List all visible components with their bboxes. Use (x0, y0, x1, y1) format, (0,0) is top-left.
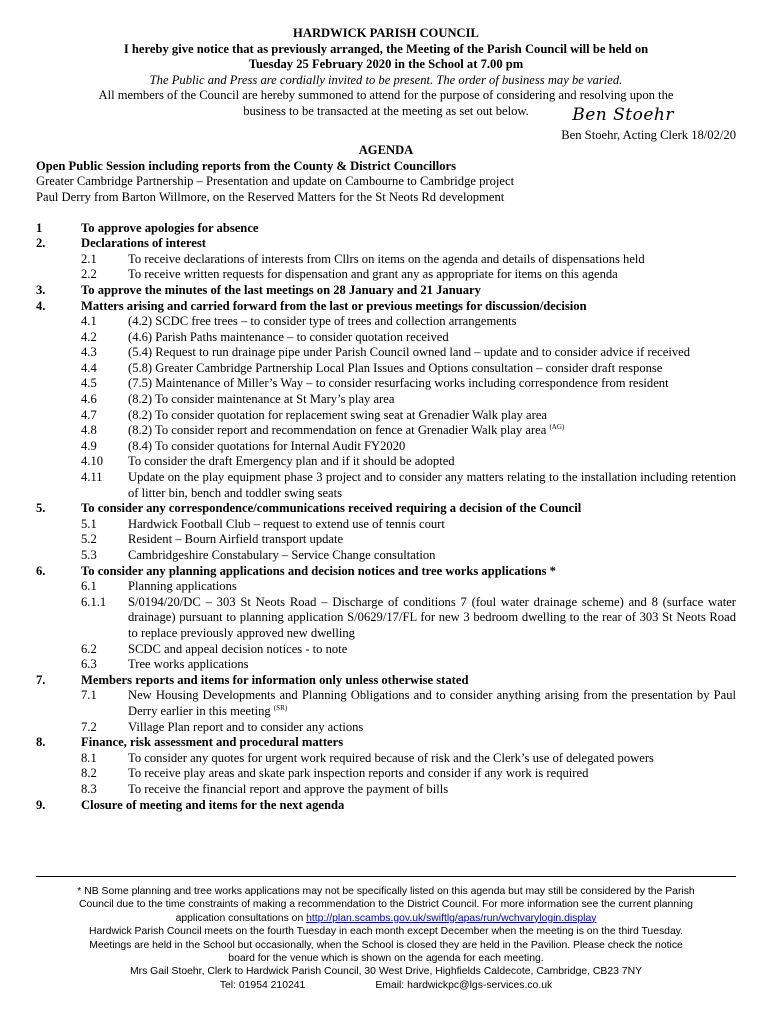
agenda-subitem-text-wrap (128, 252, 736, 268)
agenda-item-title: Members reports and items for information only unless otherwise stated (81, 672, 469, 687)
agenda-subitem-text-wrap (128, 517, 736, 533)
footer-address: Mrs Gail Stoehr, Clerk to Hardwick Parish Council, 30 West Drive, Highfields Caldecote, Cambridge, CB23 7NY (129, 966, 643, 978)
agenda-subitem-text: (4.6) Parish Paths maintenance – to consider quotation received (128, 329, 449, 344)
agenda-subitem (36, 688, 736, 719)
agenda-subitem (36, 267, 736, 283)
agenda-subitem-number: 4.8 (81, 423, 97, 438)
agenda-subitem (36, 642, 736, 658)
footer-note-line-3 (36, 912, 736, 925)
agenda-subitem-number: 5.1 (81, 516, 97, 531)
agenda-subitem-text-wrap (128, 766, 736, 782)
agenda-subitem-text: To receive declarations of interests from Cllrs on items on the agenda and details of dispensations held (128, 251, 645, 266)
agenda-subitem-text: (8.2) To consider maintenance at St Mary’s play area (128, 392, 395, 407)
agenda-item-title: To consider any planning applications and decision notices and tree works applications * (81, 563, 556, 578)
agenda-item (36, 735, 736, 751)
agenda-subitem (36, 345, 736, 361)
agenda-item (36, 299, 736, 315)
agenda-subitem-text: SCDC and appeal decision notices - to note (128, 641, 348, 656)
agenda-subitem-text-wrap (128, 314, 736, 330)
agenda-subitem-number: 5.3 (81, 548, 97, 562)
agenda-subitem-text-wrap (128, 392, 736, 408)
agenda-subitem (36, 517, 736, 533)
agenda-subitem-text: (5.8) Greater Cambridge Partnership Local Plan Issues and Options consultation – consider draft response (128, 360, 663, 375)
agenda-subitem (36, 595, 736, 642)
agenda-subitem-number: 6.1.1 (81, 594, 107, 609)
agenda-subitem-number: 4.7 (81, 407, 97, 422)
agenda-item-number: 9. (36, 797, 46, 812)
agenda-subitem (36, 376, 736, 392)
agenda-item-number: 1 (36, 220, 43, 235)
agenda-subitem (36, 454, 736, 470)
agenda-item (36, 221, 736, 237)
agenda-item-number: 7. (36, 672, 46, 687)
agenda-subitem-text-wrap (128, 657, 736, 673)
agenda-item-title: Closure of meeting and items for the next agenda (81, 797, 345, 812)
agenda-subitem (36, 252, 736, 268)
agenda-subitem-text: To consider the draft Emergency plan and if it should be adopted (128, 454, 455, 469)
footer-note-prefix: application consultations on (175, 912, 307, 924)
agenda-subitem-text: Planning applications (128, 579, 237, 594)
agenda-subitem-number: 5.2 (81, 532, 97, 547)
agenda-subitem-text: (4.2) SCDC free trees – to consider type of trees and collection arrangements (128, 314, 517, 329)
agenda-item-number: 5. (36, 501, 46, 516)
agenda-subitem-text: (7.5) Maintenance of Miller’s Way – to consider resurfacing works including correspondence from resident (128, 376, 669, 391)
agenda-subitem (36, 579, 736, 595)
agenda-page (36, 26, 736, 813)
agenda-subitem-number: 4.1 (81, 314, 97, 329)
agenda-subitem-number: 4.9 (81, 438, 97, 453)
agenda-subitem-text: Cambridgeshire Constabulary – Service Change consultation (128, 548, 436, 562)
agenda-item-number: 2. (36, 236, 46, 251)
agenda-subitem-number: 4.5 (81, 376, 97, 391)
agenda-subitem-text-wrap (128, 579, 736, 595)
agenda-item-title: Finance, risk assessment and procedural matters (81, 735, 344, 750)
agenda-subitem-number: 4.3 (81, 345, 97, 360)
agenda-subitem (36, 720, 736, 736)
agenda-subitem (36, 766, 736, 782)
agenda-item-title: To approve apologies for absence (81, 220, 259, 235)
agenda-subitem (36, 782, 736, 798)
agenda-subitem-text-wrap (128, 345, 736, 361)
agenda-item (36, 283, 736, 299)
agenda-subitem (36, 361, 736, 377)
agenda-subitem-number: 8.3 (81, 781, 97, 796)
agenda-subitem-number: 6.2 (81, 641, 97, 656)
agenda-subitem-text-wrap (128, 454, 736, 470)
agenda-subitem-text: Resident – Bourn Airfield transport update (128, 532, 344, 547)
agenda-item (36, 236, 736, 252)
agenda-subitem-text: Tree works applications (128, 657, 249, 672)
agenda-subitem-text: (8.2) To consider report and recommendation on fence at Grenadier Walk play area (128, 423, 547, 438)
agenda-subitem-number: 4.4 (81, 360, 97, 375)
public-note: The Public and Press are cordially invited to be present. The order of business may be varied. (149, 72, 623, 87)
footer-tel: Tel: 01954 210241 (219, 979, 306, 991)
agenda-subitem-text-wrap (128, 532, 736, 548)
agenda-item-number: 4. (36, 298, 46, 313)
footer-email: Email: hardwickpc@lgs-services.co.uk (375, 979, 553, 991)
agenda-subitem-number: 4.6 (81, 392, 97, 407)
agenda-subitem-text: To receive the financial report and approve the payment of bills (128, 781, 449, 796)
agenda-subitem-text-wrap (128, 470, 736, 501)
agenda-subitem-number: 2.1 (81, 251, 97, 266)
footer-note-line-1: * NB Some planning and tree works applications may not be specifically listed on this agenda but may still be considered by the Parish (77, 886, 695, 897)
footer-contact (36, 979, 736, 992)
agenda-subitem-text: (8.2) To consider quotation for replacement swing seat at Grenadier Walk play area (128, 407, 548, 422)
agenda-subitem-text-wrap (128, 267, 736, 283)
summons-line-1: All members of the Council are hereby summoned to attend for the purpose of considering and resolving upon the (98, 88, 674, 103)
agenda-item-number: 3. (36, 282, 46, 297)
summons-line-2-row (36, 103, 736, 125)
agenda-item-number: 8. (36, 735, 46, 750)
agenda-item (36, 501, 736, 517)
notice-line-1: I hereby give notice that as previously arranged, the Meeting of the Parish Council will be held on (123, 41, 649, 56)
agenda-subitem-text: Village Plan report and to consider any actions (128, 719, 364, 734)
summons-line-2: business to be transacted at the meeting as set out below. (243, 103, 529, 118)
agenda-subitem-number: 4.2 (81, 329, 97, 344)
agenda-subitem-text: New Housing Developments and Planning Obligations and to consider anything arising from the presentation by Paul Derry earlier in this meeting (128, 688, 736, 718)
agenda-subitem-number: 4.10 (81, 454, 104, 469)
agenda-item (36, 798, 736, 814)
footer-meeting-line-2: Meetings are held in the School but occasionally, when the School is closed they are held in the Pavilion. Please check the notice (89, 939, 683, 951)
agenda-subitem-number: 7.1 (81, 688, 97, 703)
agenda-subitem-text-wrap (128, 595, 736, 642)
footer-meeting-line-3: board for the venue which is shown on the agenda for each meeting. (228, 953, 544, 965)
agenda-subitem-text: To consider any quotes for urgent work required because of risk and the Clerk’s use of delegated powers (128, 750, 654, 765)
agenda-subitem-text-wrap (128, 720, 736, 736)
agenda-subitem (36, 657, 736, 673)
agenda-subitem-text-wrap (128, 751, 736, 767)
agenda-subitem-text: Hardwick Football Club – request to extend use of tennis court (128, 516, 445, 531)
agenda-subitem (36, 423, 736, 439)
agenda-subitem-text-wrap (128, 548, 736, 564)
planning-link[interactable]: http://plan.scambs.gov.uk/swiftlg/apas/run/wchvarylogin.display (306, 912, 597, 924)
agenda-subitem (36, 314, 736, 330)
agenda-item (36, 564, 736, 580)
agenda-subitem-text: To receive written requests for dispensation and grant any as appropriate for items on this agenda (128, 267, 618, 282)
agenda-subitem-text-wrap (128, 361, 736, 377)
agenda-item-number: 6. (36, 563, 46, 578)
agenda-item (36, 673, 736, 689)
agenda-subitem (36, 439, 736, 455)
agenda-subitem-text-wrap (128, 782, 736, 798)
agenda-subitem (36, 751, 736, 767)
notice-line-2: Tuesday 25 February 2020 in the School at 7.00 pm (248, 57, 524, 72)
initials-superscript: (SR) (273, 703, 288, 712)
agenda-subitem-text: Update on the play equipment phase 3 project and to consider any matters relating to the installation including retention of litter bin, bench and toddler swing seats (128, 470, 736, 500)
council-title: HARDWICK PARISH COUNCIL (293, 26, 479, 40)
agenda-subitem-text-wrap (128, 439, 736, 455)
open-session-line-2: Paul Derry from Barton Willmore, on the Reserved Matters for the St Neots Rd development (36, 189, 505, 204)
agenda-subitem-text-wrap (128, 423, 736, 439)
agenda-subitem (36, 548, 736, 564)
footer-note-line-2: Council due to the time constraints of making a recommendation to the District Council. For more information see the current planning (79, 899, 693, 911)
agenda-subitem-number: 6.3 (81, 657, 97, 672)
agenda-subitem-number: 8.1 (81, 750, 97, 765)
agenda-subitem (36, 330, 736, 346)
agenda-subitem-text-wrap (128, 642, 736, 658)
initials-superscript: (AG) (549, 423, 565, 432)
footer (36, 876, 736, 992)
agenda-subitem-text: (5.4) Request to run drainage pipe under Parish Council owned land – update and to consider advice if received (128, 345, 690, 360)
agenda-subitem-number: 2.2 (81, 267, 97, 282)
clerk-name: Ben Stoehr, Acting Clerk 18/02/20 (561, 127, 736, 142)
agenda-subitem-text: To receive play areas and skate park inspection reports and consider if any work is required (128, 766, 589, 781)
agenda-subitem-number: 4.11 (81, 470, 103, 485)
agenda-subitem (36, 532, 736, 548)
agenda-list (36, 221, 736, 814)
agenda-item-title: Declarations of interest (81, 236, 206, 251)
agenda-subitem-number: 7.2 (81, 719, 97, 734)
agenda-subitem (36, 408, 736, 424)
agenda-subitem-number: 8.2 (81, 766, 97, 781)
agenda-subitem-text: S/0194/20/DC – 303 St Neots Road – Discharge of conditions 7 (foul water drainage scheme) and 8 (surface water drainage) pursuant to planning application S/0629/17/FL for new 3 bedroom dwelling to the rear of 303 St Neots Road to replace previously approved new dwelling (128, 594, 736, 640)
agenda-subitem-text-wrap (128, 376, 736, 392)
agenda-item-title: Matters arising and carried forward from the last or previous meetings for discussion/decision (81, 298, 587, 313)
clerk-signature: Ben Stoehr (572, 104, 674, 125)
open-session-title: Open Public Session including reports from the County & District Councillors (36, 158, 457, 173)
footer-meeting-line-1: Hardwick Parish Council meets on the fourth Tuesday in each month except December when the meeting is on the third Tuesday. (88, 926, 684, 938)
agenda-subitem-text: (8.4) To consider quotations for Internal Audit FY2020 (128, 438, 406, 453)
open-session-line-1: Greater Cambridge Partnership – Presentation and update on Cambourne to Cambridge project (36, 174, 515, 189)
agenda-subitem (36, 392, 736, 408)
agenda-subitem (36, 470, 736, 501)
agenda-subitem-text-wrap (128, 688, 736, 719)
agenda-subitem-number: 6.1 (81, 579, 97, 594)
agenda-item-title: To approve the minutes of the last meetings on 28 January and 21 January (81, 282, 481, 297)
agenda-title: AGENDA (358, 143, 414, 158)
agenda-subitem-text-wrap (128, 408, 736, 424)
agenda-subitem-text-wrap (128, 330, 736, 346)
agenda-item-title: To consider any correspondence/communications received requiring a decision of the Council (81, 501, 582, 516)
